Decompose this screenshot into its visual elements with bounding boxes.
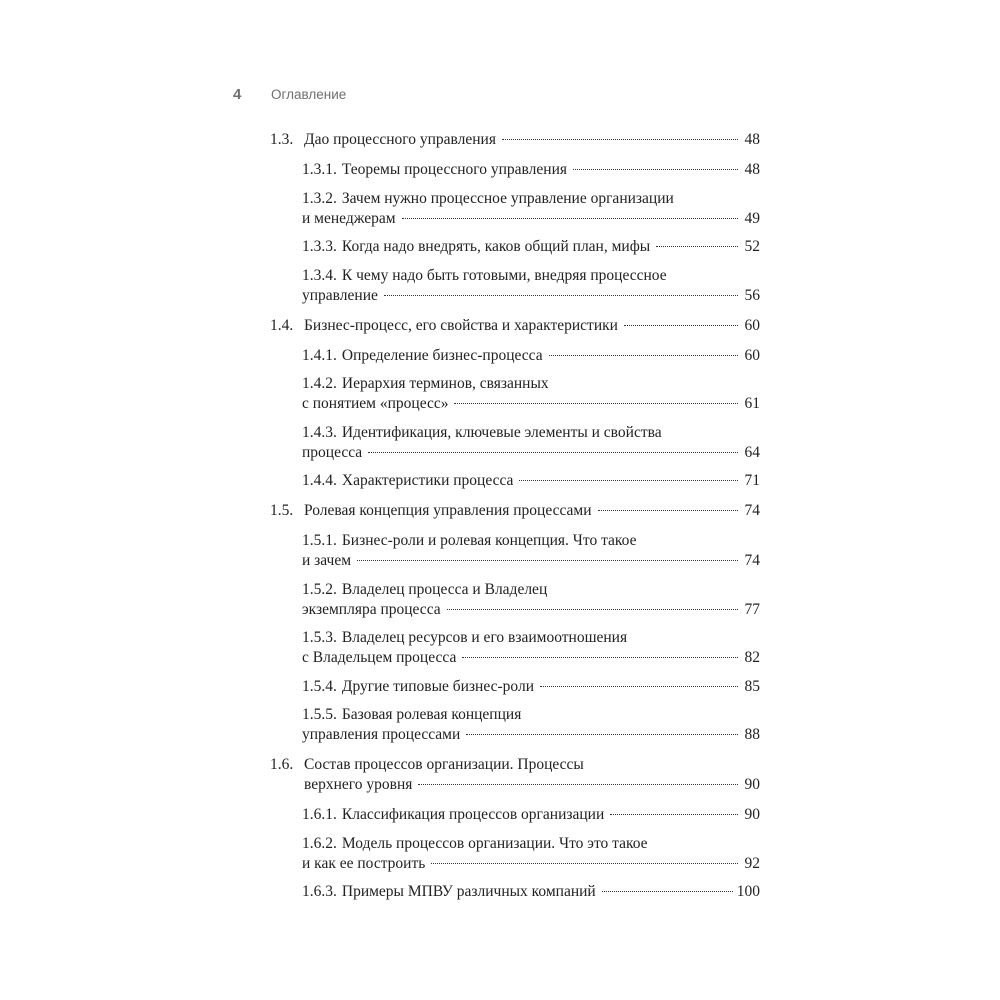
toc-number: 1.4.1. bbox=[302, 346, 337, 364]
dot-leader bbox=[454, 403, 738, 404]
toc-entry-1-3-1[interactable] bbox=[270, 160, 760, 180]
dot-leader bbox=[466, 734, 738, 735]
toc-title: Классификация процессов организации bbox=[341, 806, 605, 823]
toc-title-line1: Модель процессов организации. Что это такое bbox=[341, 834, 648, 852]
dot-leader bbox=[462, 657, 738, 658]
toc-page: 74 bbox=[744, 552, 760, 569]
toc-entry-1-6-2[interactable] bbox=[270, 834, 760, 874]
toc-number: 1.5.1. bbox=[302, 532, 337, 549]
running-head bbox=[233, 86, 346, 103]
toc-title-line2: с Владельцем процесса bbox=[302, 649, 457, 666]
toc-title: Ролевая концепция управления процессами bbox=[304, 502, 592, 519]
toc-entry-1-6[interactable] bbox=[270, 755, 760, 795]
toc-title: Дао процессного управления bbox=[304, 131, 496, 148]
toc-entry-1-6-1[interactable] bbox=[270, 805, 760, 825]
toc-page: 74 bbox=[744, 502, 760, 519]
toc-title-line2: и как ее построить bbox=[302, 854, 426, 872]
toc-title-line1: К чему надо быть готовыми, внедряя процессное bbox=[341, 266, 667, 284]
toc-title-line1: Владелец процесса и Владелец bbox=[341, 580, 548, 598]
toc-page: 60 bbox=[744, 346, 760, 364]
toc-entry-1-4-4[interactable] bbox=[270, 471, 760, 491]
toc-title-line2: верхнего уровня bbox=[304, 776, 413, 793]
dot-leader bbox=[447, 609, 738, 610]
toc-title-line1: Идентификация, ключевые элементы и свойства bbox=[341, 423, 662, 441]
toc-page: 48 bbox=[744, 131, 760, 148]
dot-leader bbox=[402, 218, 738, 219]
dot-leader bbox=[610, 814, 738, 815]
toc-number: 1.5. bbox=[270, 502, 294, 519]
table-of-contents bbox=[270, 130, 760, 911]
dot-leader bbox=[598, 510, 738, 511]
toc-page: 61 bbox=[744, 395, 760, 412]
toc-number: 1.3. bbox=[270, 131, 294, 148]
toc-title-line2: и менеджерам bbox=[302, 209, 396, 227]
dot-leader bbox=[431, 863, 738, 864]
toc-entry-1-5-1[interactable] bbox=[270, 531, 760, 571]
toc-title-line2: процесса bbox=[302, 443, 363, 461]
toc-page: 56 bbox=[744, 286, 760, 304]
toc-entry-1-5-5[interactable] bbox=[270, 705, 760, 745]
toc-number: 1.5.3. bbox=[302, 629, 337, 646]
dot-leader bbox=[656, 246, 738, 247]
toc-page: 85 bbox=[744, 677, 760, 695]
toc-number: 1.6. bbox=[270, 756, 294, 773]
toc-title-line2: управление bbox=[302, 286, 378, 304]
toc-title-line1: Зачем нужно процессное управление организации bbox=[341, 189, 674, 207]
toc-title: Другие типовые бизнес-роли bbox=[341, 677, 534, 695]
page-number: 4 bbox=[233, 86, 242, 103]
toc-entry-1-4-2[interactable] bbox=[270, 374, 760, 414]
dot-leader bbox=[502, 139, 738, 140]
toc-page: 90 bbox=[744, 776, 760, 793]
toc-page: 100 bbox=[736, 883, 760, 900]
dot-leader bbox=[624, 325, 738, 326]
toc-entry-1-5-4[interactable] bbox=[270, 677, 760, 697]
toc-title-line1: Иерархия терминов, связанных bbox=[341, 375, 549, 392]
dot-leader bbox=[540, 686, 738, 687]
toc-entry-1-6-3[interactable] bbox=[270, 882, 760, 902]
toc-title-line2: с понятием «процесс» bbox=[302, 395, 449, 412]
toc-page: 64 bbox=[744, 443, 760, 461]
dot-leader bbox=[418, 784, 738, 785]
dot-leader bbox=[357, 560, 738, 561]
toc-entry-1-4[interactable] bbox=[270, 316, 760, 336]
toc-page: 77 bbox=[744, 600, 760, 618]
dot-leader bbox=[602, 891, 733, 892]
toc-page: 49 bbox=[744, 209, 760, 227]
toc-title: Бизнес-процесс, его свойства и характеристики bbox=[304, 316, 618, 334]
dot-leader bbox=[384, 295, 738, 296]
toc-title: Когда надо внедрять, каков общий план, мифы bbox=[341, 238, 651, 255]
toc-entry-1-5[interactable] bbox=[270, 501, 760, 521]
toc-title-line1: Состав процессов организации. Процессы bbox=[304, 756, 584, 773]
toc-number: 1.5.5. bbox=[302, 706, 337, 723]
toc-page: 88 bbox=[744, 726, 760, 743]
toc-number: 1.3.3. bbox=[302, 238, 337, 255]
toc-number: 1.4. bbox=[270, 316, 294, 334]
running-title: Оглавление bbox=[271, 87, 347, 102]
toc-entry-1-5-3[interactable] bbox=[270, 628, 760, 668]
toc-page: 90 bbox=[744, 806, 760, 823]
toc-page: 71 bbox=[744, 472, 760, 489]
toc-title-line1: Базовая ролевая концепция bbox=[341, 706, 522, 723]
toc-page: 52 bbox=[744, 238, 760, 255]
toc-entry-1-5-2[interactable] bbox=[270, 580, 760, 620]
toc-title-line2: управления процессами bbox=[302, 726, 461, 743]
toc-title: Теоремы процессного управления bbox=[341, 161, 567, 178]
toc-title: Определение бизнес-процесса bbox=[341, 346, 543, 364]
dot-leader bbox=[549, 355, 738, 356]
toc-number: 1.5.2. bbox=[302, 580, 337, 598]
toc-entry-1-4-3[interactable] bbox=[270, 423, 760, 463]
toc-entry-1-3-2[interactable] bbox=[270, 189, 760, 229]
dot-leader bbox=[368, 452, 738, 453]
toc-title: Характеристики процесса bbox=[341, 472, 514, 489]
toc-number: 1.6.3. bbox=[302, 883, 337, 900]
toc-title-line1: Бизнес-роли и ролевая концепция. Что такое bbox=[341, 532, 637, 549]
toc-page: 48 bbox=[744, 161, 760, 178]
toc-title: Примеры МПВУ различных компаний bbox=[341, 883, 596, 900]
toc-title-line2: экземпляра процесса bbox=[302, 600, 441, 618]
toc-entry-1-3-3[interactable] bbox=[270, 237, 760, 257]
toc-page: 82 bbox=[744, 649, 760, 666]
toc-entry-1-3[interactable] bbox=[270, 130, 760, 150]
toc-number: 1.6.1. bbox=[302, 806, 337, 823]
toc-number: 1.4.2. bbox=[302, 375, 337, 392]
toc-number: 1.4.4. bbox=[302, 472, 337, 489]
toc-number: 1.6.2. bbox=[302, 834, 337, 852]
toc-number: 1.3.4. bbox=[302, 266, 337, 284]
toc-entry-1-3-4[interactable] bbox=[270, 266, 760, 306]
toc-number: 1.3.2. bbox=[302, 189, 337, 207]
toc-number: 1.3.1. bbox=[302, 161, 337, 178]
toc-title-line1: Владелец ресурсов и его взаимоотношения bbox=[341, 629, 628, 646]
toc-number: 1.5.4. bbox=[302, 677, 337, 695]
toc-title-line2: и зачем bbox=[302, 552, 352, 569]
toc-number: 1.4.3. bbox=[302, 423, 337, 441]
toc-page: 92 bbox=[744, 854, 760, 872]
toc-entry-1-4-1[interactable] bbox=[270, 346, 760, 366]
toc-page: 60 bbox=[744, 316, 760, 334]
dot-leader bbox=[519, 480, 738, 481]
dot-leader bbox=[573, 169, 738, 170]
